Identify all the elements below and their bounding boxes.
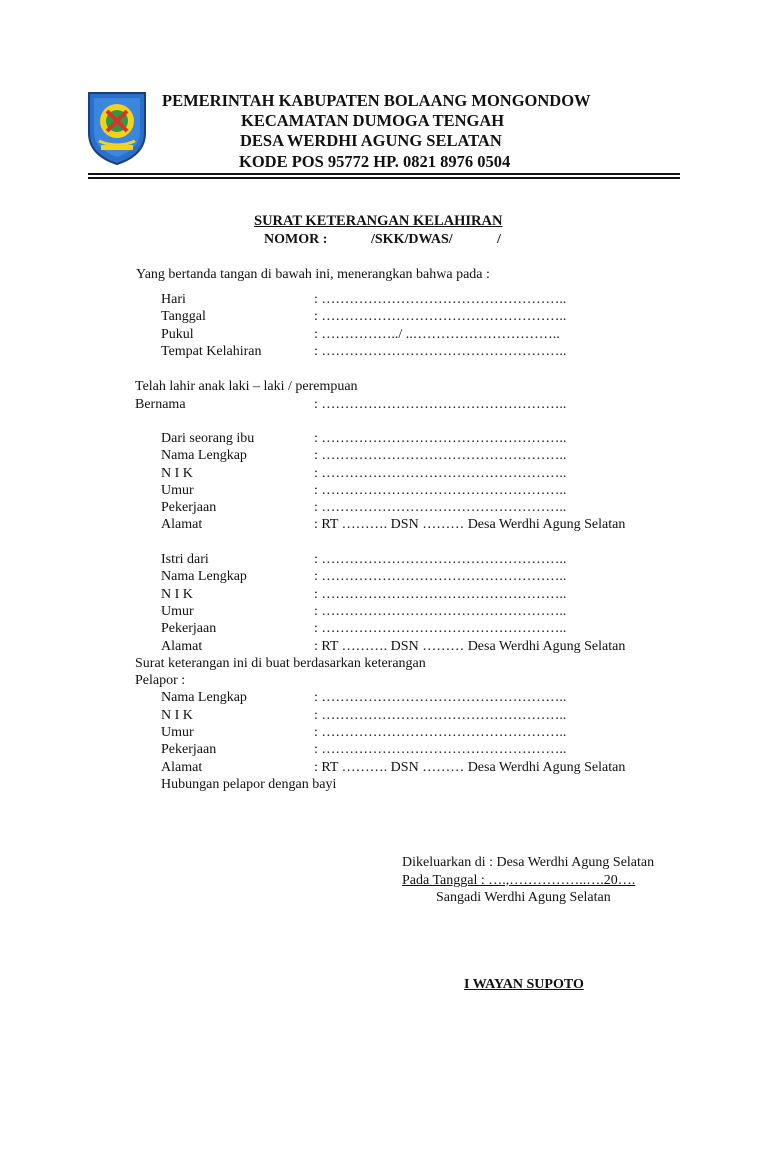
basis-text: Surat keterangan ini di buat berdasarkan keterangan	[135, 656, 426, 671]
field-value: : RT ………. DSN ……… Desa Werdhi Agung Selatan	[314, 760, 626, 775]
field-value: : ……………………………………………..	[314, 604, 567, 619]
field-label: Alamat	[161, 517, 203, 532]
field-value: : ……………………………………………..	[314, 292, 567, 307]
field-label: Nama Lengkap	[161, 448, 247, 463]
field-value: : ……………………………………………..	[314, 431, 567, 446]
field-label: Hari	[161, 292, 186, 307]
field-label: Pekerjaan	[161, 500, 217, 515]
field-label: Umur	[161, 483, 194, 498]
field-label: Alamat	[161, 639, 203, 654]
signatory-name: I WAYAN SUPOTO	[464, 977, 584, 992]
field-label: Tempat Kelahiran	[161, 344, 262, 359]
reporter-relationship: Hubungan pelapor dengan bayi	[161, 777, 337, 792]
document-title: SURAT KETERANGAN KELAHIRAN	[254, 213, 503, 229]
header-divider-thin	[88, 177, 680, 179]
field-label: Nama Lengkap	[161, 690, 247, 705]
field-value: : ……………………………………………..	[314, 397, 567, 412]
field-label: Bernama	[135, 397, 186, 412]
field-label: Umur	[161, 725, 194, 740]
field-value: : ……………………………………………..	[314, 621, 567, 636]
field-label: Nama Lengkap	[161, 569, 247, 584]
field-label: Alamat	[161, 760, 203, 775]
field-value: : ……………………………………………..	[314, 569, 567, 584]
born-text: Telah lahir anak laki – laki / perempuan	[135, 379, 358, 394]
field-value: : ……………………………………………..	[314, 448, 567, 463]
field-label: N I K	[161, 466, 193, 481]
issued-date: Pada Tanggal : ….,……………..….20….	[402, 873, 636, 888]
regency-emblem-logo	[85, 89, 149, 167]
signatory-position: Sangadi Werdhi Agung Selatan	[436, 890, 611, 905]
field-value: : ……………………………………………..	[314, 500, 567, 515]
field-value: : ……………………………………………..	[314, 552, 567, 567]
field-value: : ……………………………………………..	[314, 690, 567, 705]
field-label: Umur	[161, 604, 194, 619]
field-value: : ……………………………………………..	[314, 587, 567, 602]
field-value: : RT ………. DSN ……… Desa Werdhi Agung Selatan	[314, 517, 626, 532]
field-label: Dari seorang ibu	[161, 431, 255, 446]
header-divider-thick	[88, 173, 680, 175]
nomor-value: /SKK/DWAS/	[371, 232, 453, 247]
nomor-suffix: /	[497, 232, 501, 247]
field-value: : RT ………. DSN ……… Desa Werdhi Agung Selatan	[314, 639, 626, 654]
field-value: : ……………………………………………..	[314, 466, 567, 481]
field-value: : ……………………………………………..	[314, 742, 567, 757]
field-label: Pukul	[161, 327, 194, 342]
field-value: : ……………………………………………..	[314, 483, 567, 498]
field-label: N I K	[161, 587, 193, 602]
field-value: : ……………………………………………..	[314, 725, 567, 740]
field-value: : ……………………………………………..	[314, 708, 567, 723]
header-district: KECAMATAN DUMOGA TENGAH	[241, 111, 505, 130]
header-contact: KODE POS 95772 HP. 0821 8976 0504	[239, 152, 511, 171]
field-value: : ……………………………………………..	[314, 344, 567, 359]
header-government: PEMERINTAH KABUPATEN BOLAANG MONGONDOW	[162, 91, 591, 110]
reporter-heading: Pelapor :	[135, 673, 186, 688]
field-label: N I K	[161, 708, 193, 723]
field-label: Pekerjaan	[161, 621, 217, 636]
header-village: DESA WERDHI AGUNG SELATAN	[240, 131, 502, 150]
nomor-label: NOMOR :	[264, 232, 328, 247]
field-label: Istri dari	[161, 552, 209, 567]
field-value: : ……………………………………………..	[314, 309, 567, 324]
field-label: Pekerjaan	[161, 742, 217, 757]
issued-place: Dikeluarkan di : Desa Werdhi Agung Selatan	[402, 855, 655, 870]
field-value: : ……………../ ..…………………………..	[314, 327, 560, 342]
field-label: Tanggal	[161, 309, 206, 324]
intro-text: Yang bertanda tangan di bawah ini, menerangkan bahwa pada :	[136, 267, 490, 282]
